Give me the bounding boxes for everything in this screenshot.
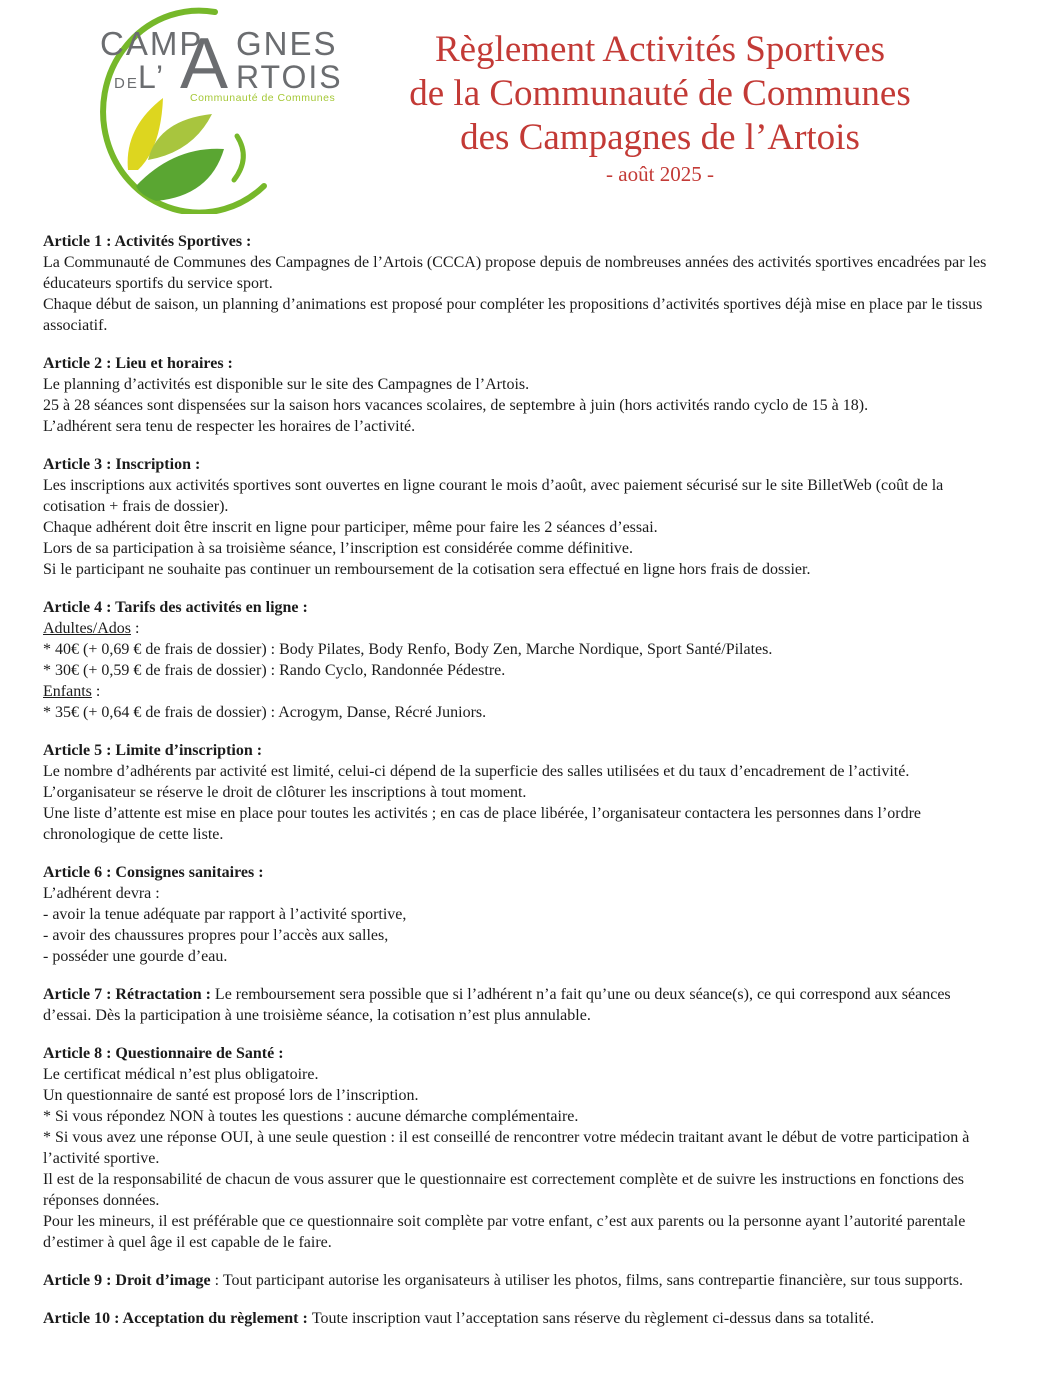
article-5-heading: Article 5 : Limite d’inscription : (43, 742, 263, 759)
title-line-3: des Campagnes de l’Artois (460, 117, 860, 158)
document-body (43, 231, 1001, 1346)
title-date-line: - août 2025 - (606, 162, 714, 186)
children-label: Enfants (43, 683, 92, 700)
article-8-paragraph: Le certificat médical n’est plus obligatoire. (43, 1066, 319, 1083)
logo-word-rtois: RTOIS (236, 59, 343, 95)
article-4-group-label (43, 681, 1001, 702)
article-2-paragraph: L’adhérent sera tenu de respecter les horaires de l’activité. (43, 418, 416, 435)
article-7 (43, 984, 1001, 1026)
article-3 (43, 454, 1001, 580)
article-4-group-label (43, 618, 1001, 639)
logo-word-de: DE (114, 75, 139, 92)
article-10-heading: Article 10 : Acceptation du règlement : (43, 1310, 312, 1327)
article-1 (43, 231, 1001, 336)
article-1-paragraph: Chaque début de saison, un planning d’animations est proposé pour compléter les propositions d’activités sportives déjà mise en place par le tissus associatif. (43, 296, 983, 334)
article-2-heading: Article 2 : Lieu et horaires : (43, 355, 233, 372)
article-3-paragraph: Les inscriptions aux activités sportives sont ouvertes en ligne courant le mois d’août, avec paiement sécurisé sur le site BilletWeb (coût de la cotisation + frais de dossier). (43, 477, 944, 515)
article-10-text: Toute inscription vaut l’acceptation sans réserve du règlement ci-dessus dans sa totalité. (311, 1310, 875, 1327)
article-8-paragraph: Un questionnaire de santé est proposé lors de l’inscription. (43, 1087, 419, 1104)
article-5 (43, 740, 1001, 845)
article-7-heading: Article 7 : Rétractation : (43, 986, 215, 1003)
article-5-paragraph: Le nombre d’adhérents par activité est limité, celui-ci dépend de la superficie des salles utilisées et du taux d’encadrement de l’activité. (43, 763, 910, 780)
article-3-paragraph: Chaque adhérent doit être inscrit en ligne pour participer, même pour faire les 2 séances d’essai. (43, 519, 658, 536)
article-7-text: Le remboursement sera possible que si l’adhérent n’a fait qu’une ou deux séance(s), ce qui correspond aux séances d’essai. Dès la participation à une troisième séance, la cotisation n’est plus annulable. (43, 986, 951, 1024)
logo-word-camp: CAMP (100, 25, 204, 62)
article-6-bullet: - posséder une gourde d’eau. (43, 948, 228, 965)
article-5-paragraph: Une liste d’attente est mise en place pour toutes les activités ; en cas de place libérée, l’organisateur contactera les personnes dans l’ordre chronologique de cette liste. (43, 805, 922, 843)
article-8-paragraph: * Si vous avez une réponse OUI, à une seule question : il est conseillé de rencontrer votre médecin traitant avant le début de votre participation à l’activité sportive. (43, 1129, 970, 1167)
article-8-paragraph: Pour les mineurs, il est préférable que ce questionnaire soit complète par votre enfant, c’est aux parents ou la personne ayant l’autorité parentale d’estimer à quel âge il est capable de le faire. (43, 1213, 966, 1251)
article-4-tariff-item: * 30€ (+ 0,59 € de frais de dossier) : Rando Cyclo, Randonnée Pédestre. (43, 662, 506, 679)
article-6-bullet: - avoir des chaussures propres pour l’accès aux salles, (43, 927, 389, 944)
cca-logo-graphic (40, 2, 380, 214)
article-2 (43, 353, 1001, 437)
article-1-heading: Article 1 : Activités Sportives : (43, 233, 252, 250)
article-2-paragraph: Le planning d’activités est disponible sur le site des Campagnes de l’Artois. (43, 376, 530, 393)
logo-word-l: L’ (138, 59, 166, 95)
document-title-block (378, 28, 942, 187)
article-6-intro: L’adhérent devra : (43, 885, 160, 902)
article-3-heading: Article 3 : Inscription : (43, 456, 201, 473)
logo-big-a: A (180, 24, 231, 104)
article-8-heading: Article 8 : Questionnaire de Santé : (43, 1045, 284, 1062)
article-5-paragraph: L’organisateur se réserve le droit de clôturer les inscriptions à tout moment. (43, 784, 527, 801)
article-6-heading: Article 6 : Consignes sanitaires : (43, 864, 264, 881)
article-4-heading: Article 4 : Tarifs des activités en ligne : (43, 599, 308, 616)
adults-label: Adultes/Ados (43, 620, 131, 637)
article-8 (43, 1043, 1001, 1253)
article-10 (43, 1308, 1001, 1329)
article-9-heading: Article 9 : Droit d’image (43, 1272, 211, 1289)
logo-word-gnes: GNES (236, 25, 338, 62)
adults-label-colon: : (131, 620, 140, 637)
article-3-paragraph: Lors de sa participation à sa troisième séance, l’inscription est considérée comme définitive. (43, 540, 634, 557)
article-8-paragraph: Il est de la responsabilité de chacun de vous assurer que le questionnaire est correctement complète et de suivre les instructions en fonctions des réponses données. (43, 1171, 965, 1209)
article-7-paragraph (43, 984, 1001, 1026)
article-2-paragraph: 25 à 28 séances sont dispensées sur la saison hors vacances scolaires, de septembre à juin (hors activités rando cyclo de 15 à 18). (43, 397, 869, 414)
article-10-paragraph (43, 1308, 1001, 1329)
logo-leaf-yellow-icon (128, 98, 163, 170)
article-4-tariff-item: * 35€ (+ 0,64 € de frais de dossier) : Acrogym, Danse, Récré Juniors. (43, 704, 487, 721)
article-6 (43, 862, 1001, 967)
article-9 (43, 1270, 1001, 1291)
article-3-paragraph: Si le participant ne souhaite pas continuer un remboursement de la cotisation sera effectué en ligne hors frais de dossier. (43, 561, 811, 578)
article-4-tariff-item: * 40€ (+ 0,69 € de frais de dossier) : Body Pilates, Body Renfo, Body Zen, Marche Nordique, Sport Santé/Pilates. (43, 641, 773, 658)
article-9-paragraph (43, 1270, 1001, 1291)
children-label-colon: : (91, 683, 101, 700)
article-9-text: : Tout participant autorise les organisateurs à utiliser les photos, films, sans contrepartie financière, sur tous supports. (210, 1272, 963, 1289)
article-1-paragraph: La Communauté de Communes des Campagnes de l’Artois (CCCA) propose depuis de nombreuses années des activités sportives encadrées par les éducateurs sportifs du service sport. (43, 254, 987, 292)
article-4 (43, 597, 1001, 723)
article-6-bullet: - avoir la tenue adéquate par rapport à l’activité sportive, (43, 906, 407, 923)
logo-subtitle: Communauté de Communes (190, 92, 336, 104)
logo-arc-tail-icon (234, 136, 243, 180)
cca-logo (40, 2, 380, 214)
article-8-paragraph: * Si vous répondez NON à toutes les questions : aucune démarche complémentaire. (43, 1108, 579, 1125)
title-line-1: Règlement Activités Sportives (434, 29, 886, 70)
title-line-2: de la Communauté de Communes (409, 73, 911, 114)
